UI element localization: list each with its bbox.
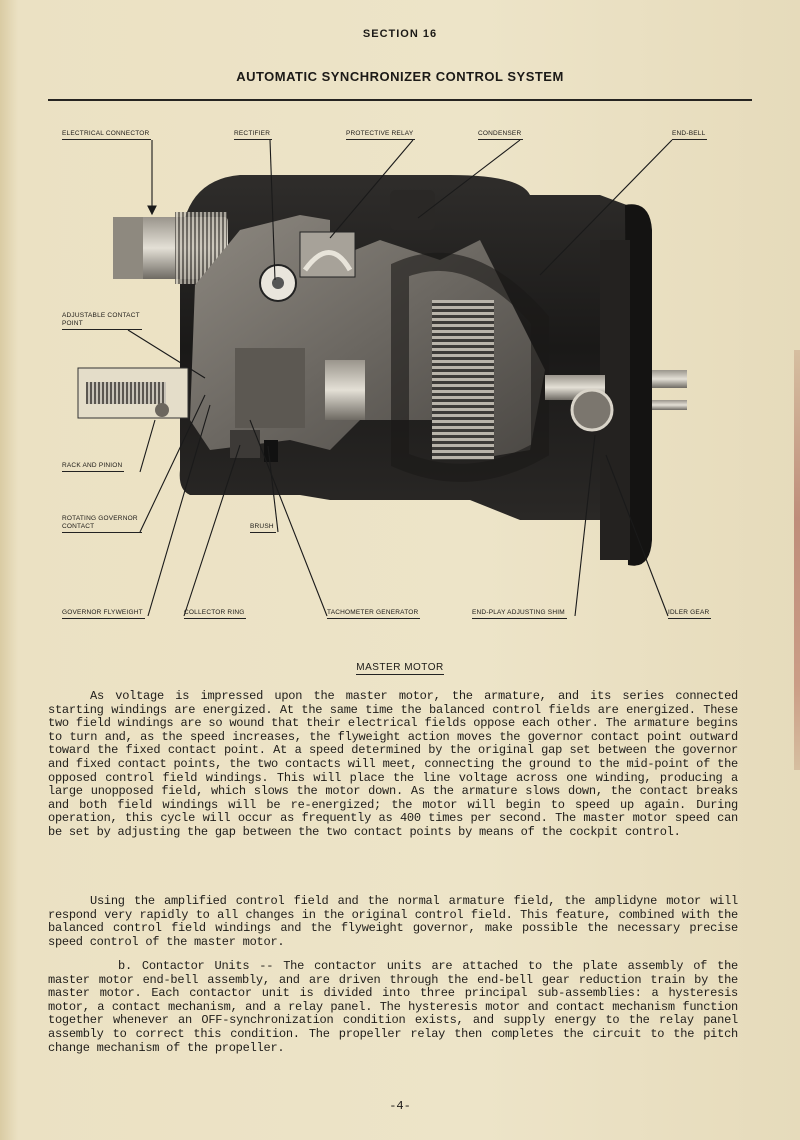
armature-coils xyxy=(432,300,494,460)
callout-brush: BRUSH xyxy=(250,523,276,533)
output-shaft xyxy=(652,370,687,388)
master-motor-figure xyxy=(0,120,800,630)
paragraph-2: Using the amplified control field and the normal armature field, the amplidyne motor will respond very rapidly to all changes in the original control field. This feature, combined with the balanced control field windings and the flyweight governor, make possible the necessary precise speed control of the master motor. xyxy=(48,894,738,949)
paragraph-3: b. Contactor Units -- The contactor units are attached to the plate assembly of the master motor end-bell assembly, and are driven through the end-bell gear reduction train by the master motor. Each contactor unit is divided into three principal sub-assemblies: a hysteresis motor, a contact mechanism, and a relay panel. The hysteresis motor and contact mechanism function together whenever an OFF-synchronization condition exists, and supply energy to the relay panel assembly to correct this condition. The propeller relay then completes the circuit to the pitch change mechanism of the propeller. xyxy=(48,959,738,1055)
callout-governor-flyweight: GOVERNOR FLYWEIGHT xyxy=(62,609,145,619)
callout-condenser: CONDENSER xyxy=(478,130,523,140)
callout-rack-and-pinion: RACK AND PINION xyxy=(62,462,124,472)
callout-idler-gear: IDLER GEAR xyxy=(668,609,711,619)
callout-end-play-adjusting-shim: END-PLAY ADJUSTING SHIM xyxy=(472,609,567,619)
callout-rectifier: RECTIFIER xyxy=(234,130,272,140)
page-number: -4- xyxy=(389,1099,411,1113)
paragraph-1: As voltage is impressed upon the master motor, the armature, and its series connected starting windings are energized. At the same time the balanced control fields are energized. These two field windings are so wound that their electrical fields oppose each other. The armature begins to turn and, as the speed increases, the flyweight action moves the governor contact point outward toward the fixed contact point. At a speed determined by the original gap set between the governor and fixed contact points, the two contacts will meet, connecting the ground to the mid-point of the opposed control field windings. This will place the line voltage across one winding, producing a large unopposed field, which slows the motor down. As the armature slows down, the contact breaks and both field windings will be re-energized; the motor will begin to speed up again. During operation, this cycle will occur as frequently as 400 times per second. The master motor speed can be set by adjusting the gap between the two contact points by means of the cockpit control. xyxy=(48,689,738,839)
callout-rotating-governor-contact: ROTATING GOVERNOR CONTACT xyxy=(62,515,142,533)
callout-electrical-connector: ELECTRICAL CONNECTOR xyxy=(62,130,151,140)
section-number: SECTION 16 xyxy=(362,28,438,40)
title-rule xyxy=(48,99,752,101)
callout-protective-relay: PROTECTIVE RELAY xyxy=(346,130,415,140)
figure-caption-text: MASTER MOTOR xyxy=(356,662,444,673)
callout-tachometer-generator: TACHOMETER GENERATOR xyxy=(327,609,420,619)
master-motor-illustration xyxy=(0,120,800,630)
page-title: AUTOMATIC SYNCHRONIZER CONTROL SYSTEM xyxy=(236,69,564,84)
callout-collector-ring: COLLECTOR RING xyxy=(184,609,246,619)
figure-caption xyxy=(0,662,800,673)
callout-end-bell: END-BELL xyxy=(672,130,707,140)
callout-adjustable-contact-point: ADJUSTABLE CONTACT POINT xyxy=(62,312,142,330)
